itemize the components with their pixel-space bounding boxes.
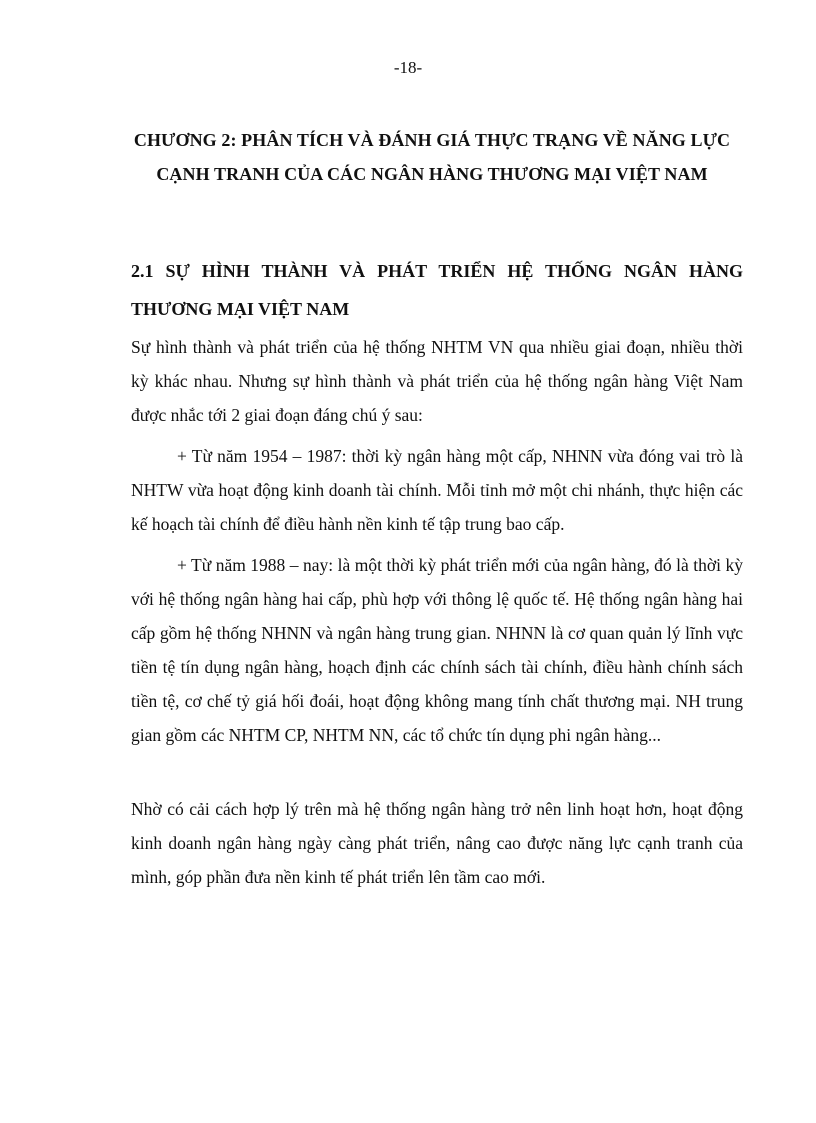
section-heading-line-1: 2.1 SỰ HÌNH THÀNH VÀ PHÁT TRIỂN HỆ THỐNG NGÂN HÀNG: [131, 261, 743, 281]
page-number: -18-: [393, 58, 423, 77]
chapter-title-line-2: CẠNH TRANH CỦA CÁC NGÂN HÀNG THƯƠNG MẠI VIỆT NAM: [156, 164, 708, 184]
paragraph-period-1988-now: + Từ năm 1988 – nay: là một thời kỳ phát triển mới của ngân hàng, đó là thời kỳ với hệ thống ngân hàng hai cấp, phù hợp với thông lệ quốc tế. Hệ thống ngân hàng hai cấp gồm hệ thống NHNN và ngân hàng trung gian. NHNN là cơ quan quản lý lĩnh vực tiền tệ tín dụng ngân hàng, hoạch định các chính sách tài chính, điều hành chính sách tiền tệ, cơ chế tỷ giá hối đoái, hoạt động không mang tính chất thương mại. NH trung gian gồm các NHTM CP, NHTM NN, các tổ chức tín dụng phi ngân hàng...: [131, 555, 743, 745]
chapter-title-line-1: CHƯƠNG 2: PHÂN TÍCH VÀ ĐÁNH GIÁ THỰC TRẠNG VỀ NĂNG LỰC: [133, 130, 731, 150]
paragraph-period-1954-1987: + Từ năm 1954 – 1987: thời kỳ ngân hàng một cấp, NHNN vừa đóng vai trò là NHTW vừa hoạt động kinh doanh tài chính. Mỗi tỉnh mở một chi nhánh, thực hiện các kế hoạch tài chính để điều hành nền kinh tế tập trung bao cấp.: [131, 446, 743, 534]
paragraph-conclusion: Nhờ có cải cách hợp lý trên mà hệ thống ngân hàng trở nên linh hoạt hơn, hoạt động kinh doanh ngân hàng ngày càng phát triển, nâng cao được năng lực cạnh tranh của mình, góp phần đưa nền kinh tế phát triển lên tầm cao mới.: [131, 799, 743, 887]
paragraph-intro: Sự hình thành và phát triển của hệ thống NHTM VN qua nhiều giai đoạn, nhiều thời kỳ khác nhau. Nhưng sự hình thành và phát triển của hệ thống ngân hàng Việt Nam được nhắc tới 2 giai đoạn đáng chú ý sau:: [131, 337, 743, 425]
section-heading-line-2: THƯƠNG MẠI VIỆT NAM: [131, 299, 350, 319]
section-heading: [131, 252, 743, 328]
chapter-title: [120, 123, 744, 191]
